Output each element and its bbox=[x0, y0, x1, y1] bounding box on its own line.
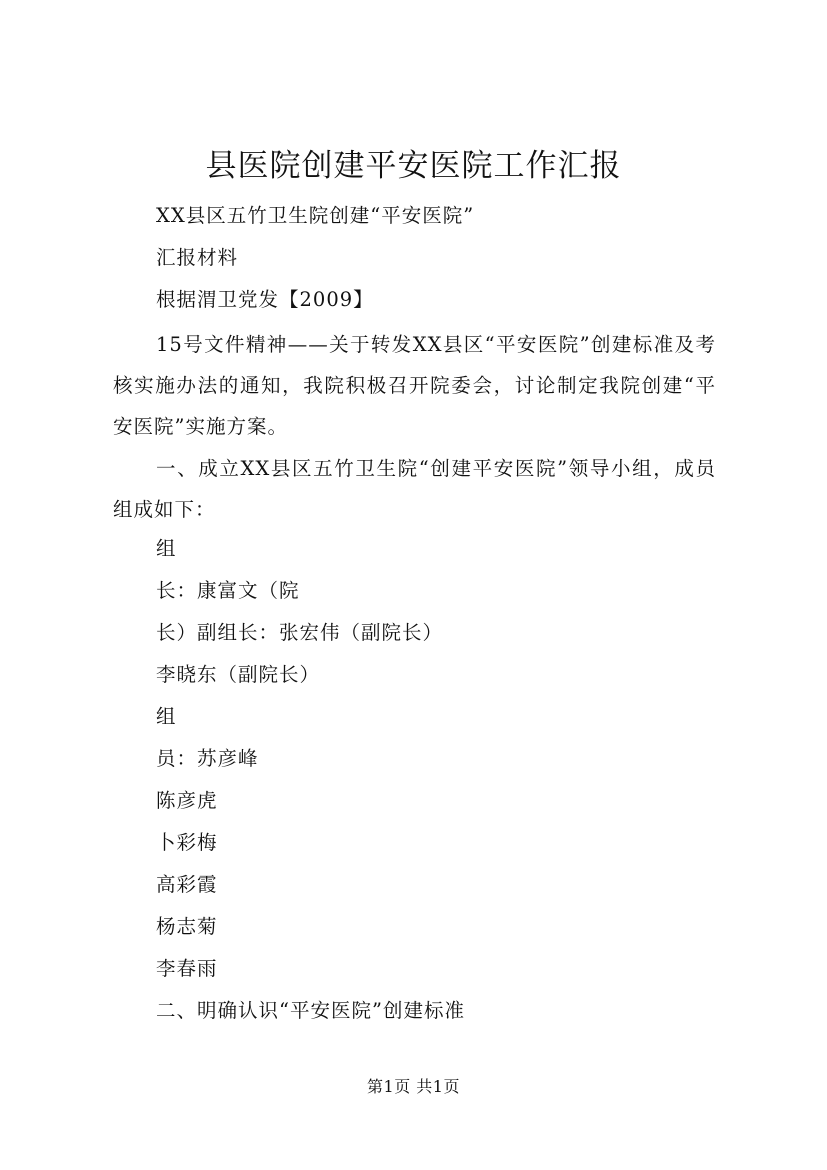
member-line: 长）副组长：张宏伟（副院长） bbox=[156, 621, 444, 644]
text-line: 汇报材料 bbox=[156, 246, 239, 269]
paragraph: 一、成立XX县区五竹卫生院“创建平安医院”领导小组，成员组成如下： bbox=[113, 457, 716, 521]
member-line: 陈彦虎 bbox=[156, 789, 218, 812]
paragraph: 15号文件精神——关于转发XX县区“平安医院”创建标准及考核实施办法的通知，我院积极召开院委会，讨论制定我院创建“平安医院”实施方案。 bbox=[113, 333, 716, 438]
member-line: 卜彩梅 bbox=[156, 831, 218, 854]
member-line: 杨志菊 bbox=[156, 915, 218, 938]
member-line: 组 bbox=[156, 705, 177, 728]
member-line: 长：康富文（院 bbox=[156, 579, 300, 602]
member-line: 员：苏彦峰 bbox=[156, 747, 259, 770]
member-line: 高彩霞 bbox=[156, 873, 218, 896]
member-line: 李晓东（副院长） bbox=[156, 663, 321, 686]
text-line: XX县区五竹卫生院创建“平安医院” bbox=[156, 204, 475, 227]
document-body bbox=[113, 198, 716, 1035]
section-heading: 二、明确认识“平安医院”创建标准 bbox=[156, 999, 465, 1022]
text-line: 根据渭卫党发【2009】 bbox=[156, 288, 374, 311]
page-footer: 第1页 共1页 bbox=[367, 1077, 460, 1096]
document-title: 县医院创建平安医院工作汇报 bbox=[205, 148, 622, 184]
member-line: 李春雨 bbox=[156, 957, 218, 980]
member-line: 组 bbox=[156, 537, 177, 560]
